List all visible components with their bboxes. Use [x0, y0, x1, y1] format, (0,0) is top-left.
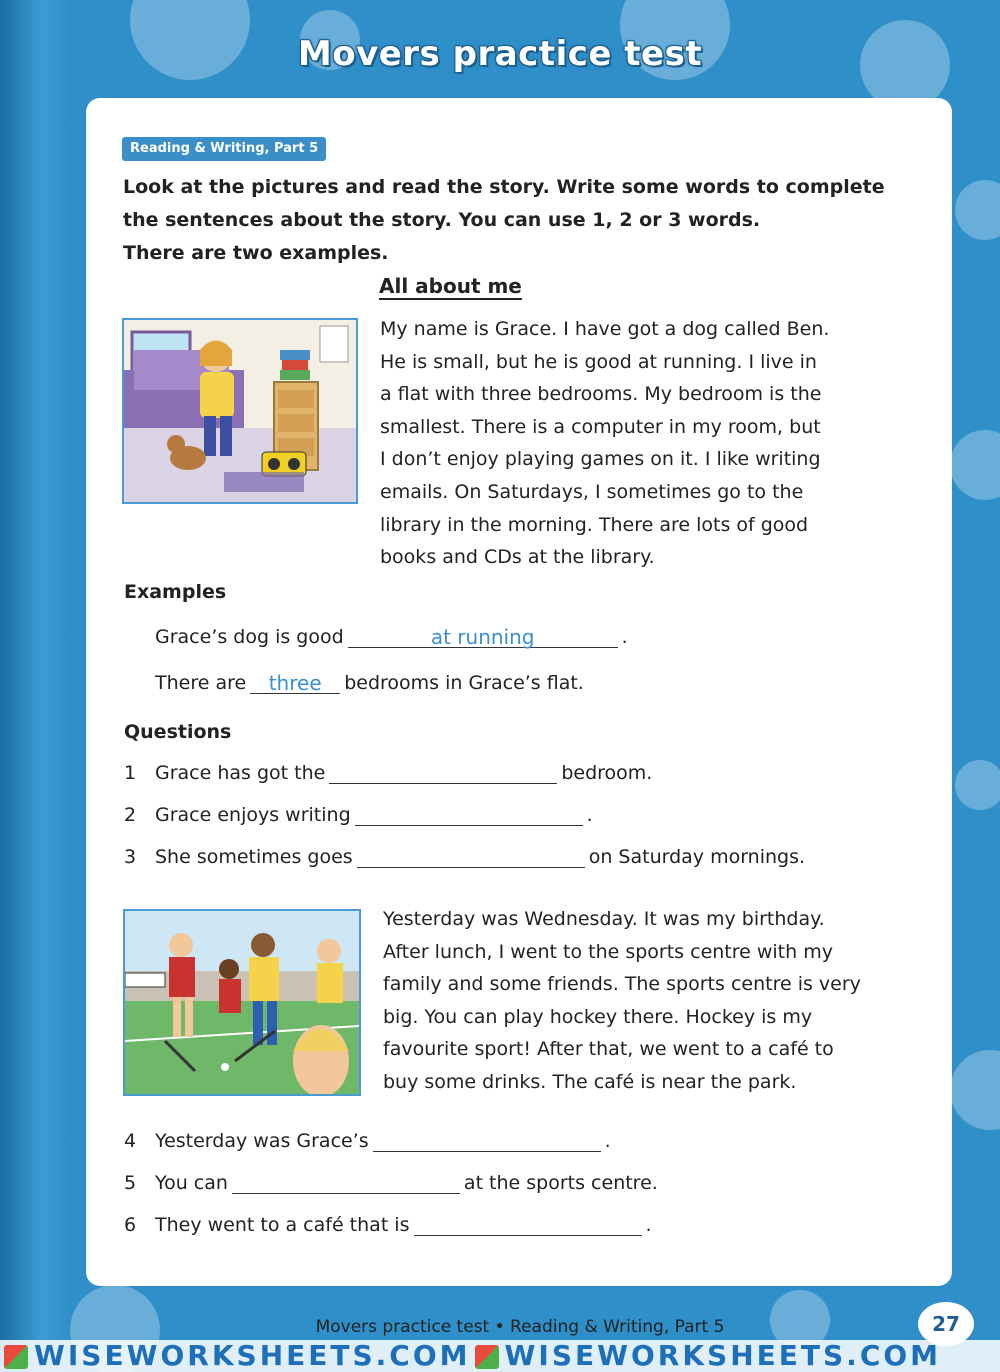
- example-answer: three: [268, 671, 322, 695]
- watermark-text: WISEWORKSHEETS.COM: [34, 1340, 471, 1372]
- question-text: on Saturday mornings.: [588, 846, 806, 868]
- story-line: family and some friends. The sports centre is very: [383, 973, 861, 996]
- section-badge: Reading & Writing, Part 5: [122, 137, 326, 161]
- bubble-decoration: [950, 430, 1000, 500]
- story-line: smallest. There is a computer in my room, but: [380, 415, 821, 438]
- example-answer-blank: [348, 627, 618, 648]
- question-number: 3: [124, 846, 137, 868]
- instruction-line: Look at the pictures and read the story. Write some words to complete: [123, 176, 885, 198]
- watermark-logo-icon: [4, 1345, 28, 1369]
- question-text: They went to a café that is: [155, 1214, 410, 1236]
- story-line: books and CDs at the library.: [380, 546, 655, 569]
- answer-blank[interactable]: [357, 847, 585, 868]
- story-line: I don’t enjoy playing games on it. I like writing: [380, 448, 821, 471]
- instructions: [123, 171, 923, 270]
- question-text: .: [645, 1214, 652, 1236]
- question-3: [124, 846, 805, 868]
- question-number: 5: [124, 1172, 137, 1194]
- hockey-illustration: [125, 911, 359, 1094]
- book-spine: [0, 0, 70, 1372]
- watermark-text: WISEWORKSHEETS.COM: [504, 1340, 942, 1372]
- example-text: bedrooms in Grace’s flat.: [344, 672, 584, 694]
- story-line: Yesterday was Wednesday. It was my birthday.: [383, 908, 825, 930]
- page-title: Movers practice test: [297, 34, 703, 74]
- questions-label: Questions: [124, 721, 232, 743]
- example-1: [155, 626, 628, 648]
- question-number: 2: [124, 804, 137, 826]
- answer-blank[interactable]: [232, 1173, 460, 1194]
- question-2: [124, 804, 593, 826]
- example-answer: at running: [430, 625, 535, 649]
- answer-blank[interactable]: [414, 1215, 642, 1236]
- question-text: .: [604, 1130, 611, 1152]
- answer-blank[interactable]: [355, 805, 583, 826]
- example-answer-blank: [250, 673, 340, 694]
- question-text: You can: [155, 1172, 228, 1194]
- question-text: .: [586, 804, 593, 826]
- question-text: Yesterday was Grace’s: [155, 1130, 369, 1152]
- story-line: library in the morning. There are lots of good: [380, 513, 809, 536]
- answer-blank[interactable]: [329, 763, 557, 784]
- watermark-logo-icon: [475, 1345, 499, 1369]
- question-1: [124, 762, 652, 784]
- bubble-decoration: [955, 180, 1000, 240]
- hockey-picture: [123, 909, 361, 1096]
- question-5: [124, 1172, 658, 1194]
- example-text: Grace’s dog is good: [155, 626, 344, 648]
- question-text: Grace enjoys writing: [155, 804, 351, 826]
- page-number: 27: [918, 1302, 974, 1346]
- story-line: emails. On Saturdays, I sometimes go to the: [380, 480, 804, 503]
- story-line: buy some drinks. The café is near the park.: [383, 1070, 797, 1093]
- bedroom-picture: [122, 318, 358, 504]
- footer-text: Movers practice test • Reading & Writing, Part 5: [315, 1317, 725, 1337]
- instruction-line: There are two examples.: [123, 242, 389, 264]
- question-number: 6: [124, 1214, 137, 1236]
- bedroom-illustration: [124, 320, 356, 502]
- answer-blank[interactable]: [373, 1131, 601, 1152]
- question-6: [124, 1214, 652, 1236]
- story-line: After lunch, I went to the sports centre with my: [383, 940, 833, 963]
- story-part-1: [380, 313, 829, 574]
- example-text: There are: [155, 672, 247, 694]
- story-part-2: [383, 903, 861, 1099]
- example-text: .: [621, 626, 628, 648]
- question-text: She sometimes goes: [155, 846, 353, 868]
- examples-label: Examples: [124, 581, 227, 603]
- story-heading: All about me: [379, 274, 522, 298]
- story-line: a flat with three bedrooms. My bedroom is the: [380, 383, 822, 406]
- bubble-decoration: [950, 1050, 1000, 1130]
- question-text: bedroom.: [561, 762, 653, 784]
- instruction-line: the sentences about the story. You can use 1, 2 or 3 words.: [123, 209, 761, 231]
- question-text: at the sports centre.: [463, 1172, 658, 1194]
- example-2: [155, 672, 584, 694]
- question-text: Grace has got the: [155, 762, 326, 784]
- story-line: favourite sport! After that, we went to a café to: [383, 1038, 834, 1061]
- question-number: 1: [124, 762, 137, 784]
- watermark: [0, 1340, 1000, 1372]
- question-4: [124, 1130, 611, 1152]
- story-line: My name is Grace. I have got a dog called Ben.: [380, 318, 830, 340]
- story-line: big. You can play hockey there. Hockey is my: [383, 1005, 813, 1028]
- question-number: 4: [124, 1130, 137, 1152]
- bubble-decoration: [955, 760, 1000, 810]
- story-line: He is small, but he is good at running. I live in: [380, 350, 817, 373]
